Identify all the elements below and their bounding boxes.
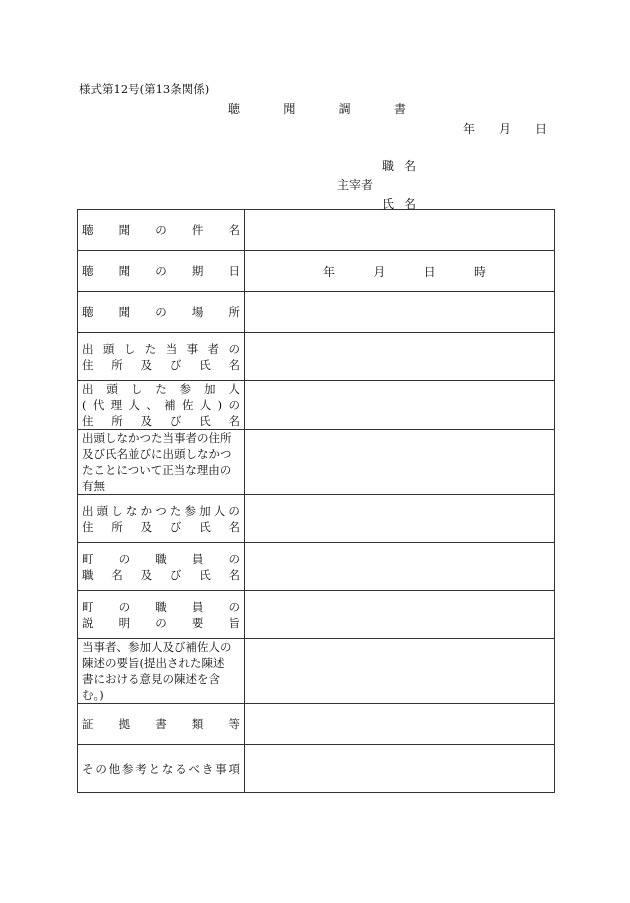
label-char: 名 bbox=[111, 567, 123, 582]
row-label-line: む。) bbox=[82, 688, 104, 702]
row-label-line bbox=[82, 397, 240, 413]
hearing-datetime-fields bbox=[245, 263, 554, 280]
label-char: 拠 bbox=[118, 717, 131, 731]
label-char: 人 bbox=[228, 382, 240, 396]
row-label-line bbox=[82, 716, 240, 732]
label-char: 他 bbox=[108, 761, 121, 776]
label-char: 聞 bbox=[118, 305, 131, 319]
datetime-unit-label: 月 bbox=[373, 264, 386, 279]
label-char: 及 bbox=[140, 519, 153, 534]
label-char: と bbox=[148, 761, 161, 776]
table-row bbox=[78, 381, 555, 430]
label-char: 考 bbox=[135, 761, 147, 776]
label-char: 要 bbox=[191, 615, 204, 630]
label-char: 出 bbox=[82, 382, 94, 396]
table-row bbox=[78, 430, 555, 495]
row-label bbox=[78, 745, 245, 793]
label-char: 住 bbox=[82, 414, 94, 428]
label-char: し bbox=[130, 382, 143, 396]
table-row bbox=[78, 333, 555, 381]
label-char: た bbox=[144, 341, 157, 356]
row-value-field[interactable] bbox=[245, 210, 555, 251]
label-char: 所 bbox=[111, 519, 123, 534]
presider-label: 主宰者 bbox=[337, 178, 374, 192]
label-char: 代 bbox=[92, 398, 105, 412]
label-char: き bbox=[201, 761, 214, 776]
label-char: の bbox=[155, 264, 167, 278]
label-char: 職 bbox=[155, 551, 167, 566]
label-char: 参 bbox=[179, 382, 192, 396]
title-char: 聴 bbox=[228, 102, 241, 116]
label-char: な bbox=[161, 761, 174, 776]
name-char: 名 bbox=[403, 197, 416, 211]
row-value-field[interactable] bbox=[245, 495, 555, 543]
label-char: 職 bbox=[82, 567, 94, 582]
row-label-line bbox=[82, 381, 240, 397]
row-label bbox=[78, 639, 245, 704]
label-char: 聴 bbox=[82, 305, 94, 319]
label-char: 及 bbox=[140, 567, 153, 582]
label-char: 事 bbox=[186, 341, 199, 356]
label-char: 説 bbox=[82, 615, 94, 630]
row-label-line: 陳述の要旨(提出された陳述 bbox=[82, 656, 225, 670]
label-char: び bbox=[169, 567, 182, 582]
table-row bbox=[78, 210, 555, 251]
label-char: 員 bbox=[191, 599, 204, 614]
label-char: 補 bbox=[164, 398, 176, 412]
label-char: 頭 bbox=[102, 341, 115, 356]
row-label-line bbox=[82, 761, 240, 777]
row-label-line bbox=[82, 222, 240, 238]
table-row bbox=[78, 704, 555, 745]
title-char: 書 bbox=[393, 102, 406, 116]
label-char: 聴 bbox=[82, 264, 94, 278]
label-char: 類 bbox=[191, 717, 204, 731]
label-char: 書 bbox=[155, 717, 167, 731]
label-char: 理 bbox=[110, 398, 123, 412]
label-char: 期 bbox=[191, 264, 204, 278]
row-value-field[interactable] bbox=[245, 704, 555, 745]
row-label-line bbox=[82, 519, 240, 535]
label-char: つ bbox=[155, 503, 167, 518]
label-char: 聞 bbox=[118, 264, 131, 278]
label-char: 場 bbox=[191, 305, 204, 319]
label-char: 明 bbox=[118, 615, 131, 630]
label-char: び bbox=[169, 519, 182, 534]
label-char: び bbox=[169, 414, 182, 428]
row-label-line bbox=[82, 263, 240, 279]
row-label bbox=[78, 381, 245, 430]
label-char: 件 bbox=[191, 223, 204, 237]
row-value-field[interactable] bbox=[245, 333, 555, 381]
row-label-line bbox=[82, 551, 240, 567]
label-char: の bbox=[118, 551, 131, 566]
label-char: 職 bbox=[155, 599, 167, 614]
label-char: の bbox=[228, 599, 240, 614]
row-label-line bbox=[82, 341, 240, 357]
label-char: し bbox=[123, 341, 136, 356]
row-value-field[interactable] bbox=[245, 251, 555, 292]
label-char: 加 bbox=[204, 382, 216, 396]
label-char: 、 bbox=[146, 398, 158, 412]
label-char: の bbox=[118, 599, 131, 614]
label-char: の bbox=[228, 503, 240, 518]
day-label: 日 bbox=[534, 122, 547, 136]
row-label bbox=[78, 495, 245, 543]
job-title-char: 名 bbox=[403, 159, 416, 173]
row-label bbox=[78, 292, 245, 333]
row-value-field[interactable] bbox=[245, 292, 555, 333]
label-char: し bbox=[111, 503, 123, 518]
label-char: 等 bbox=[228, 717, 240, 731]
label-char: 住 bbox=[82, 357, 94, 372]
row-value-field[interactable] bbox=[245, 745, 555, 793]
label-char: た bbox=[169, 503, 182, 518]
row-label-line: 当事者、参加人及び補佐人の bbox=[82, 640, 232, 654]
label-char: 所 bbox=[228, 305, 240, 319]
label-char: そ bbox=[82, 761, 94, 776]
document-date bbox=[463, 120, 547, 137]
label-char: 名 bbox=[228, 567, 240, 582]
row-label bbox=[78, 251, 245, 292]
row-label-line bbox=[82, 503, 240, 519]
label-char: 者 bbox=[207, 341, 220, 356]
table-row bbox=[78, 495, 555, 543]
month-label: 月 bbox=[498, 122, 511, 136]
table-row bbox=[78, 591, 555, 639]
row-label-line: 書における意見の陳述を含 bbox=[82, 672, 220, 686]
label-char: 名 bbox=[228, 519, 240, 534]
table-row bbox=[78, 745, 555, 793]
label-char: の bbox=[155, 305, 167, 319]
label-char: の bbox=[155, 223, 167, 237]
datetime-unit-label: 年 bbox=[323, 264, 336, 279]
label-char: る bbox=[175, 761, 187, 776]
label-char: 氏 bbox=[199, 357, 211, 372]
row-label-line bbox=[82, 357, 240, 373]
label-char: 佐 bbox=[181, 398, 194, 412]
title-char: 聞 bbox=[283, 102, 296, 116]
label-char: 出 bbox=[82, 503, 94, 518]
row-label-line: たことについて正当な理由の bbox=[82, 463, 232, 477]
row-label bbox=[78, 333, 245, 381]
label-char: 氏 bbox=[199, 414, 211, 428]
label-char: の bbox=[95, 761, 107, 776]
form-number: 様式第12号(第13条関係) bbox=[79, 82, 210, 96]
label-char: 町 bbox=[82, 551, 94, 566]
label-char: 事 bbox=[215, 761, 227, 776]
label-char: び bbox=[169, 357, 182, 372]
row-value-field[interactable] bbox=[245, 639, 555, 704]
row-label-line bbox=[82, 599, 240, 615]
job-title-label bbox=[382, 157, 416, 174]
row-label bbox=[78, 210, 245, 251]
label-char: の bbox=[155, 615, 167, 630]
table-row bbox=[78, 251, 555, 292]
label-char: の bbox=[228, 341, 240, 356]
label-char: ( bbox=[82, 398, 87, 412]
label-char: 員 bbox=[191, 551, 204, 566]
name-char: 氏 bbox=[382, 197, 395, 211]
table-row bbox=[78, 543, 555, 591]
label-char: 所 bbox=[111, 357, 123, 372]
label-char: 住 bbox=[82, 519, 94, 534]
row-value-field[interactable] bbox=[245, 591, 555, 639]
label-char: ) bbox=[217, 398, 223, 412]
label-char: 参 bbox=[121, 761, 134, 776]
label-char: 氏 bbox=[199, 519, 211, 534]
datetime-unit-label: 時 bbox=[473, 264, 486, 279]
job-title-char: 職 bbox=[382, 159, 395, 173]
row-label-line bbox=[82, 304, 240, 320]
year-label: 年 bbox=[463, 122, 476, 136]
label-char: 名 bbox=[228, 223, 240, 237]
label-char: 証 bbox=[82, 717, 94, 731]
label-char: 名 bbox=[228, 357, 240, 372]
label-char: 所 bbox=[111, 414, 123, 428]
label-char: 人 bbox=[199, 398, 212, 412]
row-label-line: 及び氏名並びに出頭しなかつ bbox=[82, 447, 232, 461]
title-char: 調 bbox=[338, 102, 351, 116]
row-label-line: 出頭しなかつた当事者の住所 bbox=[82, 431, 232, 445]
label-char: 人 bbox=[213, 503, 226, 518]
label-char: の bbox=[228, 398, 240, 412]
label-char: 日 bbox=[228, 264, 240, 278]
row-label bbox=[78, 591, 245, 639]
label-char: 聴 bbox=[82, 223, 94, 237]
label-char: 及 bbox=[140, 414, 153, 428]
label-char: 名 bbox=[228, 414, 240, 428]
document-title-text bbox=[228, 100, 406, 117]
label-char: の bbox=[228, 551, 240, 566]
label-char: 人 bbox=[128, 398, 140, 412]
datetime-unit-label: 日 bbox=[423, 264, 436, 279]
label-char: 聞 bbox=[118, 223, 131, 237]
label-char: 及 bbox=[140, 357, 153, 372]
label-char: べ bbox=[188, 761, 200, 776]
document-title bbox=[228, 100, 406, 117]
label-char: 町 bbox=[82, 599, 94, 614]
table-row bbox=[78, 639, 555, 704]
label-char: 氏 bbox=[199, 567, 211, 582]
label-char: 項 bbox=[228, 761, 240, 776]
label-char: 頭 bbox=[106, 382, 118, 396]
label-char: 当 bbox=[165, 341, 178, 356]
row-label-line: 有無 bbox=[82, 479, 105, 493]
label-char: 出 bbox=[82, 341, 94, 356]
hearing-record-table bbox=[77, 209, 555, 793]
row-value-field[interactable] bbox=[245, 543, 555, 591]
row-value-field[interactable] bbox=[245, 430, 555, 495]
row-label-line bbox=[82, 413, 240, 429]
label-char: な bbox=[125, 503, 138, 518]
row-label bbox=[78, 430, 245, 495]
row-label bbox=[78, 704, 245, 745]
row-value-field[interactable] bbox=[245, 381, 555, 430]
row-label-line bbox=[82, 615, 240, 631]
label-char: 加 bbox=[199, 503, 211, 518]
table-row bbox=[78, 292, 555, 333]
row-label-line bbox=[82, 567, 240, 583]
label-char: 旨 bbox=[228, 615, 240, 630]
label-char: た bbox=[155, 382, 167, 396]
row-label bbox=[78, 543, 245, 591]
label-char: か bbox=[140, 503, 153, 518]
label-char: 参 bbox=[184, 503, 196, 518]
label-char: 頭 bbox=[96, 503, 109, 518]
